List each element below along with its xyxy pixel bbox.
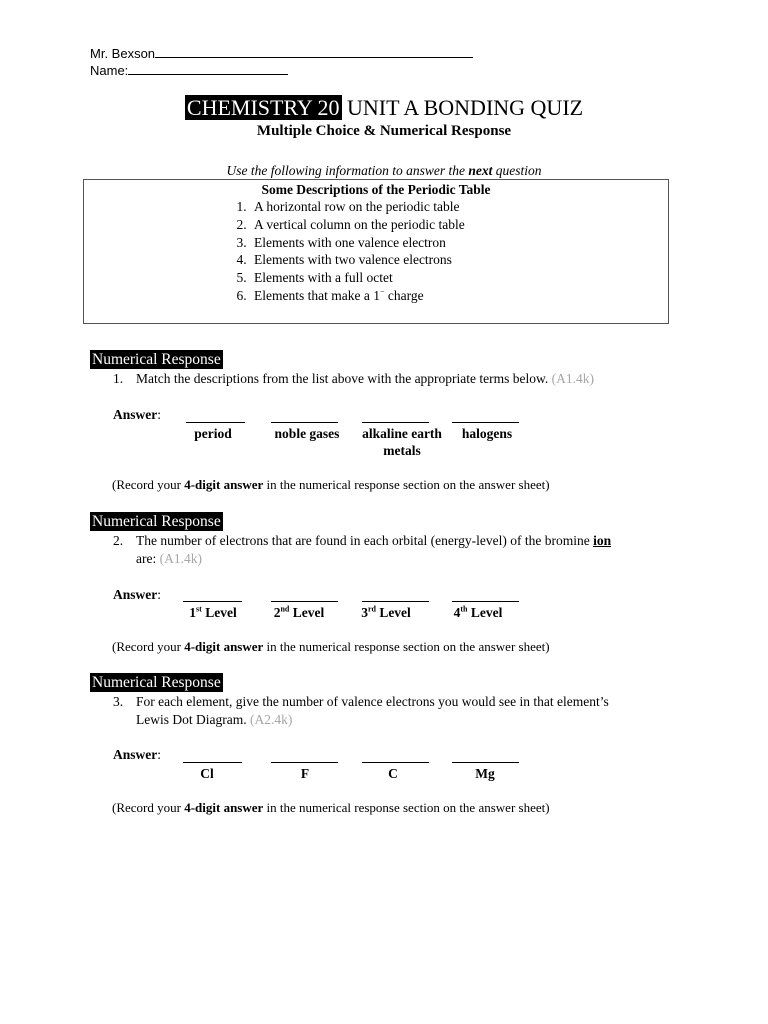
level-number: 2	[273, 605, 281, 620]
list-item: 4. Elements with two valence electrons	[250, 251, 465, 269]
question-text	[136, 370, 676, 388]
name-label: Name:	[90, 63, 129, 78]
level-text: Level	[289, 605, 325, 620]
level-label	[170, 604, 256, 621]
answer-blank-2[interactable]	[271, 601, 338, 602]
term-label: alkaline earth metals	[362, 426, 442, 458]
answer-blank-4[interactable]	[452, 601, 519, 602]
level-label	[435, 604, 521, 621]
list-item	[250, 287, 465, 305]
record-text: (Record your	[112, 477, 185, 492]
question-number: 2.	[113, 533, 124, 548]
answer-blank-4[interactable]	[452, 762, 519, 763]
answer-blank-3[interactable]	[362, 601, 429, 602]
instruction-text: Use the following information to answer the	[226, 163, 469, 178]
list-item: 3. Elements with one valence electron	[250, 234, 465, 252]
term-label: period	[194, 426, 232, 441]
teacher-underline	[155, 46, 473, 58]
record-instruction	[112, 477, 550, 493]
record-text: (Record your	[112, 639, 185, 654]
instruction-text-end: question	[492, 163, 542, 178]
level-ordinal: nd	[280, 604, 290, 614]
answer-label-text: Answer	[113, 587, 158, 602]
term-label: halogens	[461, 426, 513, 441]
answer-blank-3[interactable]	[362, 422, 429, 423]
question-text-line2: Lewis Dot Diagram.	[136, 712, 250, 727]
answer-label	[113, 407, 161, 423]
outcome-ref: (A1.4k)	[551, 371, 595, 386]
list-item: 1. A horizontal row on the periodic table	[250, 198, 465, 216]
list-item-text-end: charge	[384, 287, 424, 303]
answer-colon: :	[157, 747, 162, 762]
level-number: 3	[361, 605, 368, 620]
record-instruction	[112, 639, 550, 655]
answer-blank-1[interactable]	[186, 422, 245, 423]
record-text-end: in the numerical response section on the answer sheet)	[263, 639, 550, 654]
teacher-line	[90, 46, 473, 61]
question-number: 1.	[113, 371, 124, 386]
page-subtitle: Multiple Choice & Numerical Response	[256, 123, 512, 139]
level-label	[343, 604, 429, 621]
question-text	[136, 693, 676, 729]
list-item: 5. Elements with a full octet	[250, 269, 465, 287]
name-field[interactable]	[128, 63, 288, 75]
record-instruction	[112, 800, 550, 816]
record-text-end: in the numerical response section on the answer sheet)	[263, 477, 550, 492]
level-text: Level	[375, 605, 411, 620]
instruction	[0, 163, 768, 179]
level-ordinal: th	[460, 604, 468, 614]
answer-blank-4[interactable]	[452, 422, 519, 423]
question-text-body: Match the descriptions from the list above with the appropriate terms below.	[136, 371, 549, 386]
section-label-q3: Numerical Response	[92, 674, 221, 691]
answer-blank-2[interactable]	[271, 422, 338, 423]
charge-superscript: −	[379, 287, 385, 297]
element-label: Mg	[475, 766, 495, 781]
answer-colon: :	[157, 587, 162, 602]
record-text: (Record your	[112, 800, 185, 815]
title-highlight: CHEMISTRY 20	[186, 95, 340, 120]
level-text: Level	[467, 605, 503, 620]
level-number: 1	[189, 605, 197, 620]
level-number: 4	[453, 605, 461, 620]
answer-blank-1[interactable]	[183, 762, 242, 763]
answer-label-text: Answer	[113, 747, 158, 762]
section-label-q1: Numerical Response	[92, 351, 221, 368]
list-item-text: Elements that make a 1	[254, 287, 380, 303]
outcome-ref: (A2.4k)	[249, 712, 293, 727]
student-name-line	[90, 63, 288, 78]
answer-label	[113, 747, 161, 763]
question-text-body: For each element, give the number of valence electrons you would see in that element’s	[136, 694, 609, 709]
question-text	[136, 532, 676, 568]
level-label	[256, 604, 342, 621]
answer-blank-2[interactable]	[271, 762, 338, 763]
answer-blank-3[interactable]	[362, 762, 429, 763]
answer-label	[113, 587, 161, 603]
info-box	[83, 179, 669, 324]
question-text-body: The number of electrons that are found in each orbital (energy-level) of the bromine	[136, 533, 594, 548]
instruction-emphasis: next	[468, 163, 493, 178]
answer-blank-1[interactable]	[183, 601, 242, 602]
answer-label-text: Answer	[113, 407, 158, 422]
record-text-end: in the numerical response section on the answer sheet)	[263, 800, 550, 815]
question-emphasis: ion	[593, 533, 612, 548]
page-title	[0, 95, 768, 121]
element-label: C	[388, 766, 398, 781]
element-label: Cl	[200, 766, 214, 781]
level-ordinal: rd	[367, 604, 376, 614]
answer-colon: :	[157, 407, 162, 422]
section-label-q2: Numerical Response	[92, 513, 221, 530]
question-text-line2: are:	[136, 551, 160, 566]
record-emphasis: 4-digit answer	[184, 800, 264, 815]
record-emphasis: 4-digit answer	[184, 477, 264, 492]
record-emphasis: 4-digit answer	[184, 639, 264, 654]
list-item: 2. A vertical column on the periodic table	[250, 216, 465, 234]
level-ordinal: st	[196, 604, 202, 614]
description-list	[228, 198, 465, 305]
outcome-ref: (A1.4k)	[159, 551, 202, 566]
element-label: F	[300, 766, 310, 781]
question-number: 3.	[113, 694, 124, 709]
title-rest: UNIT A BONDING QUIZ	[341, 95, 584, 120]
level-text: Level	[201, 605, 237, 620]
info-box-title: Some Descriptions of the Periodic Table	[261, 182, 491, 197]
teacher-name: Mr. Bexson	[90, 46, 156, 61]
term-label: noble gases	[274, 426, 340, 441]
